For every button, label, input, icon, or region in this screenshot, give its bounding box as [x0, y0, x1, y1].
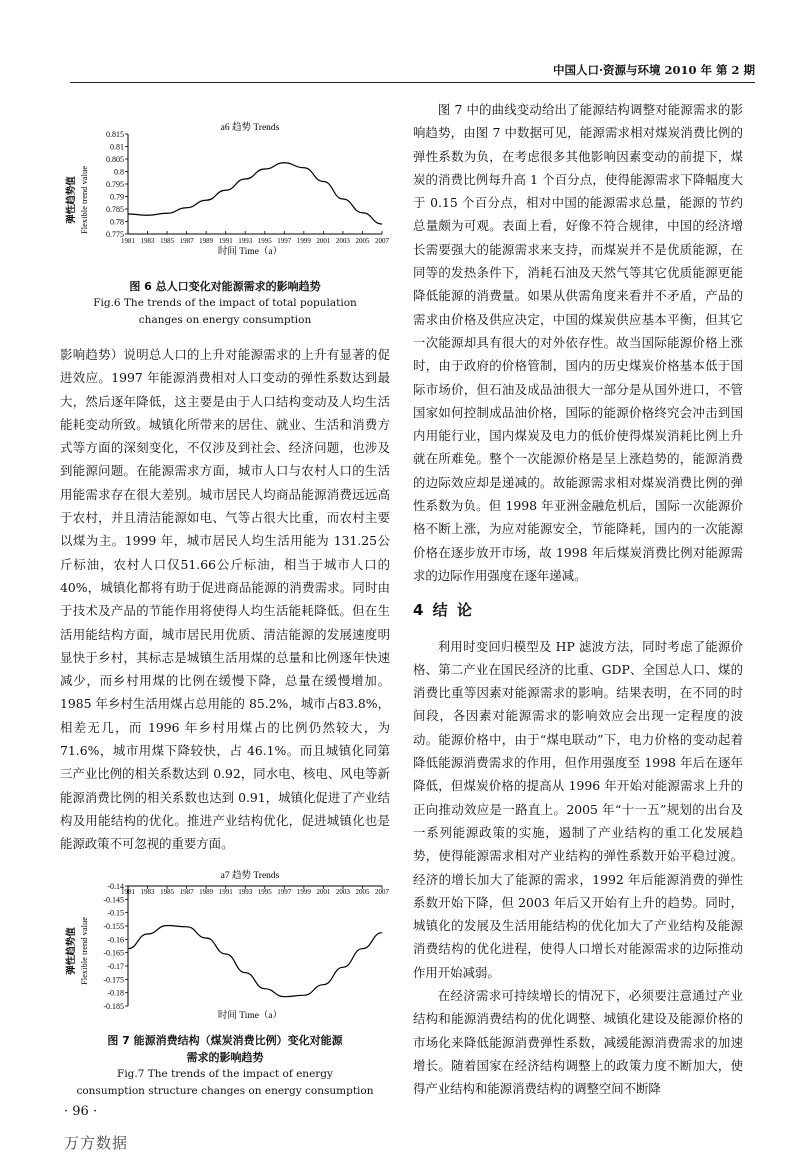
right-column [413, 98, 743, 1100]
figure-7-caption-en-1: Fig.7 The trends of the impact of energy [117, 1068, 333, 1080]
figure-6 [60, 112, 390, 329]
figure-7-y-tick-label: -0.17 [107, 962, 124, 971]
right-paragraph-3: 在经济需求可持续增长的情况下，必须要注意通过产业结构和能源消费结构的优化调整、城镇化建设及能源价格的市场化来降低能源消费弹性系数，减缓能源消费需求的加速增长。随着国家在经济结构调整上的政策力度不断加大，使得产业结构和能源消费结构的调整空间不断降 [413, 987, 743, 1097]
figure-7-x-tick-label: 1985 [160, 888, 175, 896]
figure-7-y-tick-label: -0.165 [103, 948, 124, 958]
figure-6-y-tick-label: 0.8 [114, 167, 124, 177]
page-number: · 96 · [64, 1104, 98, 1119]
figure-6-y-tick-label: 0.815 [106, 130, 124, 139]
figure-6-y-tick-label: 0.775 [106, 230, 124, 239]
figure-6-y-tick-label: 0.81 [110, 142, 124, 152]
figure-7-x-tick-label: 1999 [296, 888, 311, 896]
figure-7-caption-cn-2: 需求的影响趋势 [186, 1051, 264, 1064]
figure-7-x-tick-label: 2003 [335, 888, 350, 896]
figure-6-x-tick-label: 1985 [160, 237, 175, 245]
figure-6-x-tick-label: 1981 [121, 237, 135, 245]
right-paragraph-1: 图 7 中的曲线变动给出了能源结构调整对能源需求的影响趋势，由图 7 中数据可见，能源需求相对煤炭消费比例的弹性系数为负，在考虑很多其他影响因素变动的前提下，煤炭的消费比例每升高 1 个百分点，使得能源需求下降幅度大于 0.15 个百分点，相对中国的能源需求总量，能源的节约总量颇为可观。表面上看，好像不符合规律，中国的经济增长需要强大的能源需求来支持，而煤炭并不是优质能源，在同等的发热条件下，消耗石油及天然气等其它优质能源更能降低能源的消费量。如果从供需角度来看并不矛盾，产品的需求由价格及供应决定，中国的煤炭供应基本平衡，但其它一次能源却具有很大的对外依存性。故当国际能源价格上涨时，由于政府的价格管制，国内的历史煤炭价格基本低于国际市场价，但石油及成品油很大一部分是从国外进口，不管国家如何控制成品油价格，国际的能源价格终究会冲击到国内用能行业，国内煤炭及电力的低价使得煤炭消耗比例上升就在所难免。整个一次能源价格是呈上涨趋势的，能源消费的边际效应却是递减的。故能源需求相对煤炭消费比例的弹性系数为负。但 1998 年亚洲金融危机后，国际一次能源价格不断上涨，为应对能源安全，节能降耗，国内的一次能源价格在逐步放开市场，故 1998 年后煤炭消费比例对能源需求的边际作用强度在逐年递减。 [413, 102, 743, 583]
figure-7-xlabel: 时间 Time（a） [217, 1011, 283, 1021]
figure-6-x-tick-label: 1983 [140, 237, 155, 245]
figure-7-caption-en-2: consumption structure changes on energy consumption [76, 1085, 374, 1097]
left-column [60, 343, 390, 856]
figure-7-chart-title: a7 趋势 Trends [220, 871, 280, 881]
figure-6-caption-en-1: Fig.6 The trends of the impact of total population [93, 297, 357, 309]
figure-7-caption-cn-1: 图 7 能源消费结构（煤炭消费比例）变化对能源 [107, 1034, 343, 1047]
figure-7-x-tick-label: 1991 [218, 888, 233, 896]
figure-6-chart [60, 112, 390, 272]
figure-7-y-tick-label: -0.145 [103, 895, 124, 905]
figure-7-series-line [128, 925, 382, 996]
figure-7-y-tick-label: -0.185 [103, 1002, 124, 1011]
figure-7 [60, 866, 390, 1100]
figure-7-x-tick-label: 1987 [179, 888, 194, 896]
figure-6-x-tick-label: 2003 [335, 237, 350, 245]
figure-6-y-tick-label: 0.805 [106, 155, 124, 164]
right-paragraph-2: 利用时变回归模型及 HP 滤波方法，同时考虑了能源价格、第二产业在国民经济的比重、GDP、全国总人口、煤的消费比重等因素对能源需求的影响。结果表明，在不同的时间段，各因素对能源需求的影响效应会出现一定程度的波动。能源价格中，由于“煤电联动”下，电力价格的变动起着降低能源消费需求的作用，但作用强度至 1998 年后在逐年降低，但煤炭价格的提高从 1996 年开始对能源需求上升的正向推动效应是一路直上。2005 年“十一五”规划的出台及一系列能源政策的实施，遏制了产业结构的重工化发展趋势，使得能源需求相对产业结构的弹性系数开始平稳过渡。经济的增长加大了能源的需求，1992 年后能源消费的弹性系数开始下降，但 2003 年后又开始有上升的趋势。同时，城镇化的发展及生活用能结构的优化加大了产业结构及能源消费结构的优化进程，使得人口增长对能源需求的边际推动作用开始减弱。 [413, 638, 743, 980]
figure-6-y-tick-label: 0.795 [106, 180, 124, 189]
figure-6-x-tick-label: 1993 [238, 237, 253, 245]
figure-6-x-tick-label: 1987 [179, 237, 194, 245]
figure-7-ylabel-cn: 弹性趋势值 [67, 927, 77, 975]
figure-7-y-tick-label: -0.18 [107, 988, 124, 998]
figure-6-y-tick-label: 0.785 [106, 205, 124, 214]
figure-6-caption-cn: 图 6 总人口变化对能源需求的影响趋势 [129, 280, 321, 293]
figure-6-x-tick-label: 1995 [257, 237, 272, 245]
figure-6-ylabel-cn: 弹性趋势值 [67, 176, 77, 224]
figure-7-y-tick-label: -0.16 [107, 935, 124, 945]
figure-7-x-tick-label: 1997 [277, 888, 292, 896]
figure-7-x-tick-label: 1989 [199, 888, 214, 896]
figure-7-y-tick-label: -0.14 [107, 882, 124, 891]
figure-6-chart-title: a6 趋势 Trends [220, 123, 280, 133]
figure-6-ylabel-en: Flexible trend value [79, 166, 89, 234]
figure-6-x-tick-label: 2005 [355, 237, 370, 245]
figure-6-x-tick-label: 1997 [277, 237, 292, 245]
figure-7-y-tick-label: -0.175 [103, 975, 124, 985]
figure-6-y-tick-label: 0.79 [110, 192, 124, 202]
figure-7-x-tick-label: 1995 [257, 888, 272, 896]
figure-6-x-tick-label: 2001 [316, 237, 331, 245]
figure-7-x-tick-label: 1983 [140, 888, 155, 896]
figure-7-y-tick-label: -0.155 [103, 922, 124, 931]
figure-7-x-tick-label: 1993 [238, 888, 253, 896]
figure-7-y-tick-label: -0.15 [107, 908, 124, 918]
figure-6-x-tick-label: 1989 [199, 237, 214, 245]
figure-7-x-tick-label: 2001 [316, 888, 331, 896]
figure-7-x-tick-label: 2005 [355, 888, 370, 896]
figure-7-ylabel-en: Flexible trend value [79, 917, 89, 985]
figure-7-chart [60, 866, 390, 1026]
figure-6-x-tick-label: 1999 [296, 237, 311, 245]
figure-6-y-tick-label: 0.78 [110, 217, 124, 227]
figure-7-x-tick-label: 1981 [121, 888, 135, 896]
journal-header [70, 62, 755, 83]
left-paragraph-1: 影响趋势）说明总人口的上升对能源需求的上升有显著的促进效应。1997 年能源消费相对人口变动的弹性系数达到最大，然后逐年降低，这主要是由于人口结构变动及人均生活能耗变动所致。城镇化所带来的居住、就业、生活和消费方式等方面的深刻变化，不仅涉及到社会、经济问题，也涉及到能源问题。在能源需求方面，城市人口与农村人口的生活用能需求存在很大差别。城市居民人均商品能源消费远远高于农村，并且清洁能源如电、气等占很大比重，而农村主要以煤为主。1999 年，城市居民人均生活用能为 131.25公斤标油，农村人口仅51.66公斤标油，相当于城市人口的 40%，城镇化都将有助于促进商品能源的消费需求。同时由于技术及产品的节能作用将使得人均生活能耗降低。但在生活用能结构方面，城市居民用优质、清洁能源的发展速度明显快于乡村，其标志是城镇生活用煤的总量和比例逐年快速减少，而乡村用煤的比例在缓慢下降，总量在缓慢增加。1985 年乡村生活用煤占总用能的 85.2%，城市占83.8%，相差无几，而 1996 年乡村用煤占的比例仍然较大，为 71.6%，城市用煤下降较快，占 46.1%。而且城镇化同第三产业比例的相关系数达到 0.92，同水电、核电、风电等新能源消费比例的相关系数也达到 0.91，城镇化促进了产业结构及用能结构的优化。推进产业结构优化，促进城镇化也是能源政策不可忽视的重要方面。 [60, 347, 390, 852]
journal-header-text: 中国人口·资源与环境 2010 年 第 2 期 [552, 63, 755, 77]
figure-7-x-tick-label: 2007 [375, 888, 389, 896]
watermark: 万方数据 [64, 1134, 129, 1152]
section-title-conclusion: 4 结 论 [413, 601, 474, 620]
figure-6-caption-en-2: changes on energy consumption [138, 314, 312, 326]
figure-6-series-line [128, 163, 382, 224]
figure-6-x-tick-label: 2007 [375, 237, 389, 245]
figure-6-x-tick-label: 1991 [218, 237, 233, 245]
figure-6-xlabel: 时间 Time（a） [217, 247, 283, 257]
